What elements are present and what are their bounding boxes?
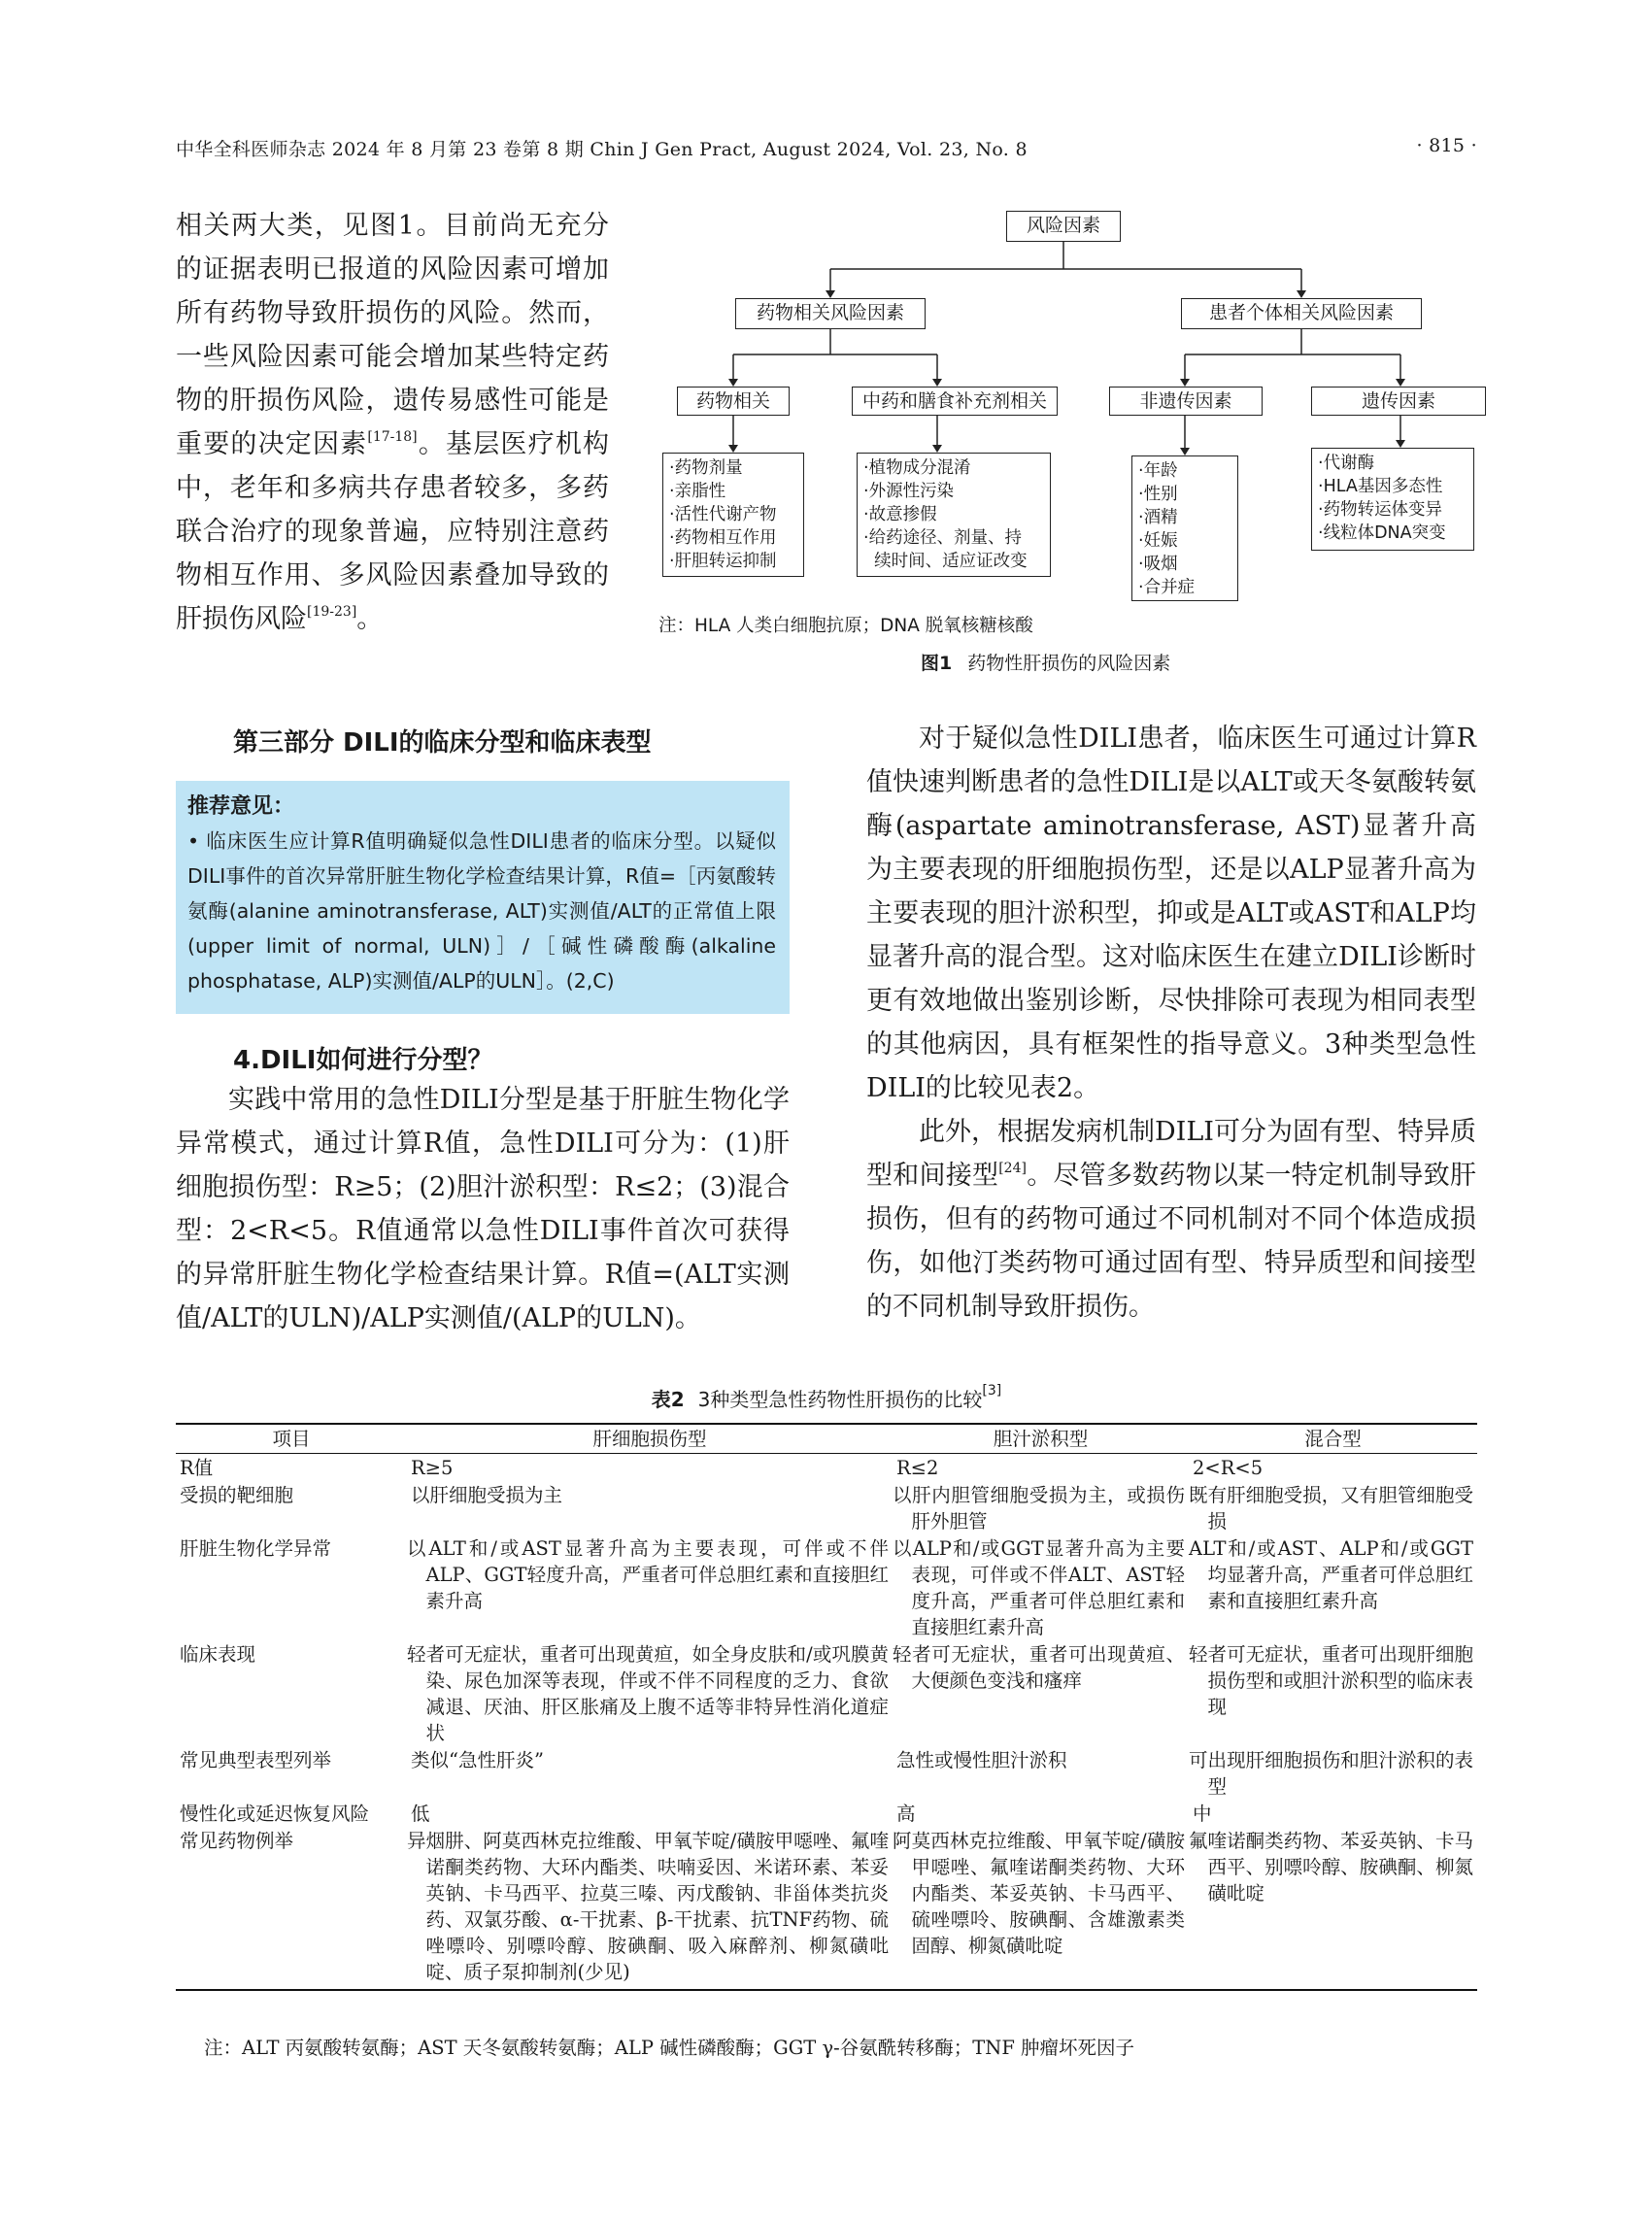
ref-3[interactable]: [3] — [982, 1383, 1002, 1399]
table-cell: ALT和/或AST、ALP和/或GGT均显著升高，严重者可伴总胆红素和直接胆红素升高 — [1189, 1537, 1473, 1612]
ref-24[interactable]: [24] — [998, 1161, 1027, 1176]
right-paragraph-2 — [866, 1110, 1476, 1329]
table-cell: 轻者可无症状，重者可出现黄疸，如全身皮肤和/或巩膜黄染、尿色加深等表现，伴或不伴不同程度的乏力、食欲减退、厌油、肝区胀痛及上腹不适等非特异性消化道症状 — [407, 1643, 889, 1744]
subsection-4-heading: 4.DILI如何进行分型？ — [233, 1046, 493, 1075]
list-item: ·性别 — [1138, 485, 1178, 504]
list-item: ·吸烟 — [1138, 555, 1178, 574]
table-cell: 临床表现 — [180, 1643, 256, 1666]
list-item: ·药物相互作用 — [669, 528, 777, 548]
table-cell: 轻者可无症状，重者可出现肝细胞损伤型和或胆汁淤积型的临床表现 — [1189, 1643, 1473, 1718]
list-drug-related — [662, 453, 804, 577]
list-item: ·药物剂量 — [669, 458, 743, 478]
table-cell: 以ALP和/或GGT显著升高为主要表现，可伴或不伴ALT、AST轻度升高，严重者可伴总胆红素和直接胆红素升高 — [893, 1537, 1185, 1638]
figure-1-note: 注：HLA 人类白细胞抗原；DNA 脱氧核糖核酸 — [658, 616, 1033, 636]
figure-1-caption-text: 药物性肝损伤的风险因素 — [967, 653, 1171, 674]
table-cell: 中 — [1193, 1803, 1212, 1825]
table-cell: 阿莫西林克拉维酸、甲氧苄啶/磺胺甲噁唑、氟喹诺酮类药物、大环内酯类、苯妥英钠、卡马西平、硫唑嘌呤、胺碘酮、含雄激素类固醇、柳氮磺吡啶 — [893, 1827, 1189, 1990]
left-intro-paragraph — [176, 204, 609, 641]
list-item: ·亲脂性 — [669, 482, 726, 501]
list-item: ·妊娠 — [1138, 531, 1178, 551]
right-paragraph-1: 对于疑似急性DILI患者，临床医生可通过计算R值快速判断患者的急性DILI是以ALT或天冬氨酸转氨酶(aspartate aminotransferase, AST)显著升高为主要表现的肝细胞损伤型，还是以ALP显著升高为主要表现的胆汁淤积型，抑或是ALT或AST和ALP均显著升高的混合型。这对临床医生在建立DILI诊断时更有效地做出鉴别诊断，尽快排除可表现为相同表型的其他病因，具有框架性的指导意义。3种类型急性DILI的比较见表2。 — [866, 724, 1476, 1103]
table-cell: 受损的靶细胞 — [180, 1484, 294, 1506]
table-header-cell: 项目 — [176, 1424, 407, 1454]
table-cell: 以肝内胆管细胞受损为主，或损伤肝外胆管 — [893, 1484, 1185, 1533]
right-paragraph-2-a: 此外，根据发病机制DILI可分为固有型、特异质型和间接型 — [866, 1117, 1476, 1191]
page-number: · 815 · — [1416, 135, 1477, 156]
table-row — [176, 1800, 1477, 1827]
table-cell: 常见药物例举 — [176, 1827, 407, 1990]
table-cell: R≤2 — [896, 1457, 939, 1479]
table-2-caption-text: 3种类型急性药物性肝损伤的比较 — [697, 1388, 983, 1411]
table-cell: 类似“急性肝炎” — [411, 1749, 544, 1771]
right-paragraph-2-b: 。尽管多数药物以某一特定机制导致肝损伤，但有的药物可通过不同机制对不同个体造成损伤，如他汀类药物可通过固有型、特异质型和间接型的不同机制导致肝损伤。 — [866, 1161, 1477, 1322]
table-2-label: 表2 — [651, 1388, 685, 1411]
table-row — [176, 1534, 1477, 1640]
table-cell: 慢性化或延迟恢复风险 — [180, 1803, 370, 1825]
list-item: ·合并症 — [1138, 578, 1196, 597]
list-herbal-related — [857, 453, 1051, 577]
list-item: ·药物转运体变异 — [1318, 500, 1443, 520]
ref-17-18[interactable]: [17-18] — [367, 429, 418, 445]
list-item: ·HLA基因多态性 — [1318, 477, 1443, 496]
classification-text: 实践中常用的急性DILI分型是基于肝脏生物化学异常模式，通过计算R值，急性DILI可分为：(1)肝细胞损伤型：R≥5；(2)胆汁淤积型：R≤2；(3)混合型：2<R<5。R值通常以急性DILI事件首次可获得的异常肝脏生物化学检查结果计算。R值=(ALT实测值/ALT的ULN)/ALP实测值/(ALP的ULN)。 — [176, 1085, 790, 1333]
table-cell: 既有肝细胞受损，又有胆管细胞受损 — [1189, 1484, 1473, 1533]
table-cell: 轻者可无症状，重者可出现黄疸、大便颜色变浅和瘙痒 — [893, 1643, 1185, 1692]
table-row — [176, 1827, 1477, 1990]
list-item: ·外源性污染 — [863, 482, 955, 501]
table-cell: 以ALT和/或AST显著升高为主要表现，可伴或不伴ALP、GGT轻度升高，严重者可伴总胆红素和直接胆红素升高 — [407, 1537, 889, 1612]
table-header-cell: 肝细胞损伤型 — [407, 1424, 893, 1454]
table-row — [176, 1481, 1477, 1534]
table-row — [176, 1454, 1477, 1482]
table-cell: 高 — [896, 1803, 916, 1825]
table-header-cell: 混合型 — [1189, 1424, 1477, 1454]
figure-1-caption — [921, 649, 1170, 675]
node-drug-related-risk: 药物相关风险因素 — [735, 298, 926, 329]
table-cell: R值 — [180, 1457, 214, 1479]
node-patient-related-risk: 患者个体相关风险因素 — [1181, 298, 1422, 329]
list-item: ·年龄 — [1138, 461, 1178, 481]
table-cell: 可出现肝细胞损伤和胆汁淤积的表型 — [1189, 1749, 1473, 1798]
table-cell: 异烟肼、阿莫西林克拉维酸、甲氧苄啶/磺胺甲噁唑、氟喹诺酮类药物、大环内酯类、呋喃妥因、米诺环素、苯妥英钠、卡马西平、拉莫三嗪、丙戊酸钠、非甾体类抗炎药、双氯芬酸、α-干扰素、β-干扰素、抗TNF药物、硫唑嘌呤、别嘌呤醇、胺碘酮、吸入麻醉剂、柳氮磺吡啶、质子泵抑制剂(少见) — [407, 1827, 893, 1990]
table-cell: R≥5 — [411, 1457, 454, 1479]
list-item: ·植物成分混淆 — [863, 458, 971, 478]
figure-1-label: 图1 — [921, 653, 953, 674]
table-2-note: 注：ALT 丙氨酸转氨酶；AST 天冬氨酸转氨酶；ALP 碱性磷酸酶；GGT γ-谷氨酰转移酶；TNF 肿瘤坏死因子 — [204, 2037, 1135, 2059]
node-drug-related: 药物相关 — [677, 387, 790, 416]
table-2-caption — [176, 1384, 1477, 1412]
node-herbal-supplement-related: 中药和膳食补充剂相关 — [852, 387, 1058, 416]
recommendation-box — [176, 781, 790, 1014]
table-2 — [176, 1423, 1477, 1991]
figure-1 — [641, 199, 1486, 626]
table-cell: 氟喹诺酮类药物、苯妥英钠、卡马西平、别嘌呤醇、胺碘酮、柳氮磺吡啶 — [1189, 1827, 1477, 1990]
intro-text-a: 相关两大类，见图1。目前尚无充分的证据表明已报道的风险因素可增加所有药物导致肝损伤的风险。然而，一些风险因素可能会增加某些特定药物的肝损伤风险，遗传易感性可能是重要的决定因素 — [176, 211, 609, 459]
node-nongenetic-factors: 非遗传因素 — [1109, 387, 1263, 416]
table-cell: 急性或慢性胆汁淤积 — [896, 1749, 1067, 1771]
left-classification-paragraph — [176, 1078, 790, 1340]
table-cell: 2<R<5 — [1193, 1457, 1264, 1479]
section-3-title: 第三部分 DILI的临床分型和临床表型 — [233, 728, 652, 758]
table-cell: 低 — [411, 1803, 430, 1825]
list-nongenetic — [1131, 455, 1238, 601]
table-row — [176, 1640, 1477, 1746]
table-row — [176, 1746, 1477, 1800]
recommendation-head: 推荐意见： — [187, 794, 295, 819]
list-item: ·酒精 — [1138, 508, 1178, 527]
table-cell: 肝脏生物化学异常 — [180, 1537, 332, 1560]
table-cell: 以肝细胞受损为主 — [411, 1484, 563, 1506]
intro-text-c: 。 — [356, 604, 384, 634]
list-item: ·肝胆转运抑制 — [669, 552, 777, 571]
running-head — [176, 135, 1477, 161]
list-item: ·故意掺假 — [863, 505, 937, 524]
list-item: ·给药途径、剂量、持 — [863, 528, 1023, 548]
table-header-row — [176, 1424, 1477, 1454]
node-genetic-factors: 遗传因素 — [1311, 387, 1486, 416]
list-item: ·线粒体DNA突变 — [1318, 523, 1446, 543]
table-cell: 常见典型表型列举 — [180, 1749, 332, 1771]
list-item: ·活性代谢产物 — [669, 505, 777, 524]
list-genetic — [1311, 448, 1474, 551]
ref-19-23[interactable]: [19-23] — [307, 604, 357, 620]
right-column-text — [866, 717, 1476, 1329]
list-item: 续时间、适应证改变 — [863, 552, 1028, 571]
node-risk-factors: 风险因素 — [1006, 211, 1121, 242]
journal-citation: 中华全科医师杂志 2024 年 8 月第 23 卷第 8 期 Chin J Gen Pract, August 2024, Vol. 23, No. 8 — [176, 139, 1028, 160]
recommendation-text: • 临床医生应计算R值明确疑似急性DILI患者的临床分型。以疑似DILI事件的首次异常肝脏生物化学检查结果计算，R值=［丙氨酸转氨酶(alanine aminotransferase, ALT)实测值/ALT的正常值上限 (upper limit of normal, ULN)］/［碱性磷酸酶(alkaline phosphatase, ALP)实测值/ALP的ULN］。(2,C) — [187, 829, 776, 993]
list-item: ·代谢酶 — [1318, 454, 1375, 473]
intro-text-b: 。基层医疗机构中，老年和多病共存患者较多，多药联合治疗的现象普遍，应特别注意药物相互作用、多风险因素叠加导致的肝损伤风险 — [176, 429, 610, 634]
table-header-cell: 胆汁淤积型 — [893, 1424, 1189, 1454]
